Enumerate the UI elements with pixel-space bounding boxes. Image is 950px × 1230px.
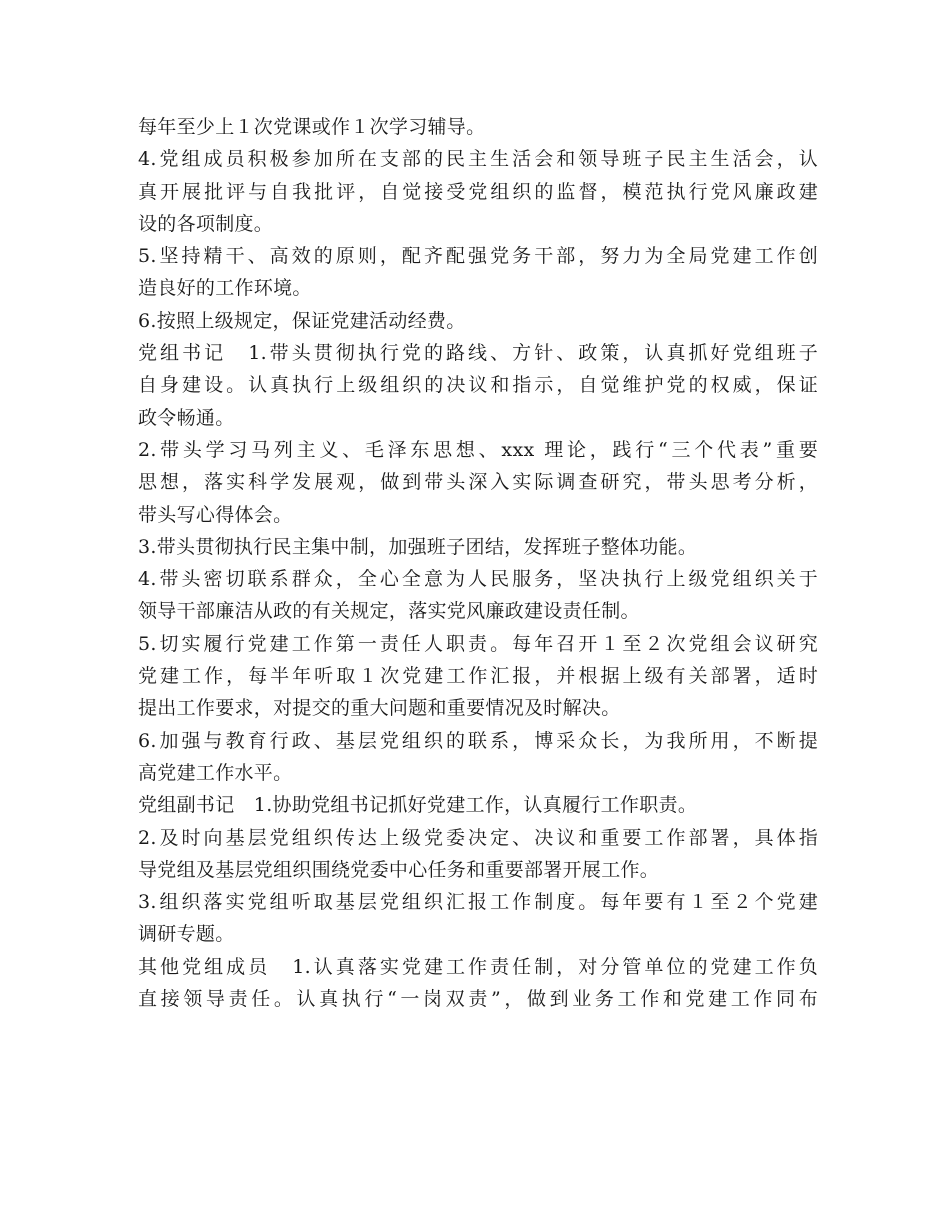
text-line: 其他党组成员 1.认真落实党建工作责任制，对分管单位的党建工作负 [138, 955, 818, 978]
text-line: 导党组及基层党组织围绕党委中心任务和重要部署开展工作。 [138, 858, 660, 881]
text-line: 每年至少上１次党课或作１次学习辅导。 [138, 116, 486, 138]
text-line: 造良好的工作环境。 [138, 277, 312, 300]
text-line: 直接领导责任。认真执行“一岗双责”，做到业务工作和党建工作同布 [138, 988, 818, 1011]
text-line: 思想，落实科学发展观，做到带头深入实际调查研究，带头思考分析， [138, 471, 818, 494]
text-line: 高党建工作水平。 [138, 761, 293, 784]
text-line: 3.组织落实党组听取基层党组织汇报工作制度。每年要有１至２个党建 [138, 891, 818, 914]
text-line: 调研专题。 [138, 923, 235, 946]
text-line: 5.坚持精干、高效的原则，配齐配强党务干部，努力为全局党建工作创 [138, 245, 818, 268]
text-line: 党建工作，每半年听取１次党建工作汇报，并根据上级有关部署，适时 [138, 665, 818, 688]
text-line: 提出工作要求，对提交的重大问题和重要情况及时解决。 [138, 697, 621, 720]
text-line: 5.切实履行党建工作第一责任人职责。每年召开１至２次党组会议研究 [138, 632, 818, 655]
text-line: 设的各项制度。 [138, 212, 274, 235]
text-line: 领导干部廉洁从政的有关规定，落实党风廉政建设责任制。 [138, 600, 640, 623]
text-line: 带头写心得体会。 [138, 503, 293, 526]
text-line: 2.带头学习马列主义、毛泽东思想、xxx 理论，践行“三个代表”重要 [138, 438, 818, 461]
text-line: 4.党组成员积极参加所在支部的民主生活会和领导班子民主生活会，认 [138, 148, 818, 171]
text-line: 6.加强与教育行政、基层党组织的联系，博采众长，为我所用，不断提 [138, 729, 818, 752]
text-line: 4.带头密切联系群众，全心全意为人民服务，坚决执行上级党组织关于 [138, 568, 818, 591]
text-line: 2.及时向基层党组织传达上级党委决定、决议和重要工作部署，具体指 [138, 826, 818, 849]
document-body [138, 111, 818, 1015]
text-line: 真开展批评与自我批评，自觉接受党组织的监督，模范执行党风廉政建 [138, 180, 818, 203]
text-line: 自身建设。认真执行上级组织的决议和指示，自觉维护党的权威，保证 [138, 374, 818, 397]
text-line: 党组书记 1.带头贯彻执行党的路线、方针、政策，认真抓好党组班子 [138, 342, 818, 365]
text-line: 政令畅通。 [138, 406, 235, 429]
text-line: 6.按照上级规定，保证党建活动经费。 [138, 309, 466, 332]
text-line: 3.带头贯彻执行民主集中制，加强班子团结，发挥班子整体功能。 [138, 535, 698, 558]
text-line: 党组副书记 1.协助党组书记抓好党建工作，认真履行工作职责。 [138, 794, 698, 817]
